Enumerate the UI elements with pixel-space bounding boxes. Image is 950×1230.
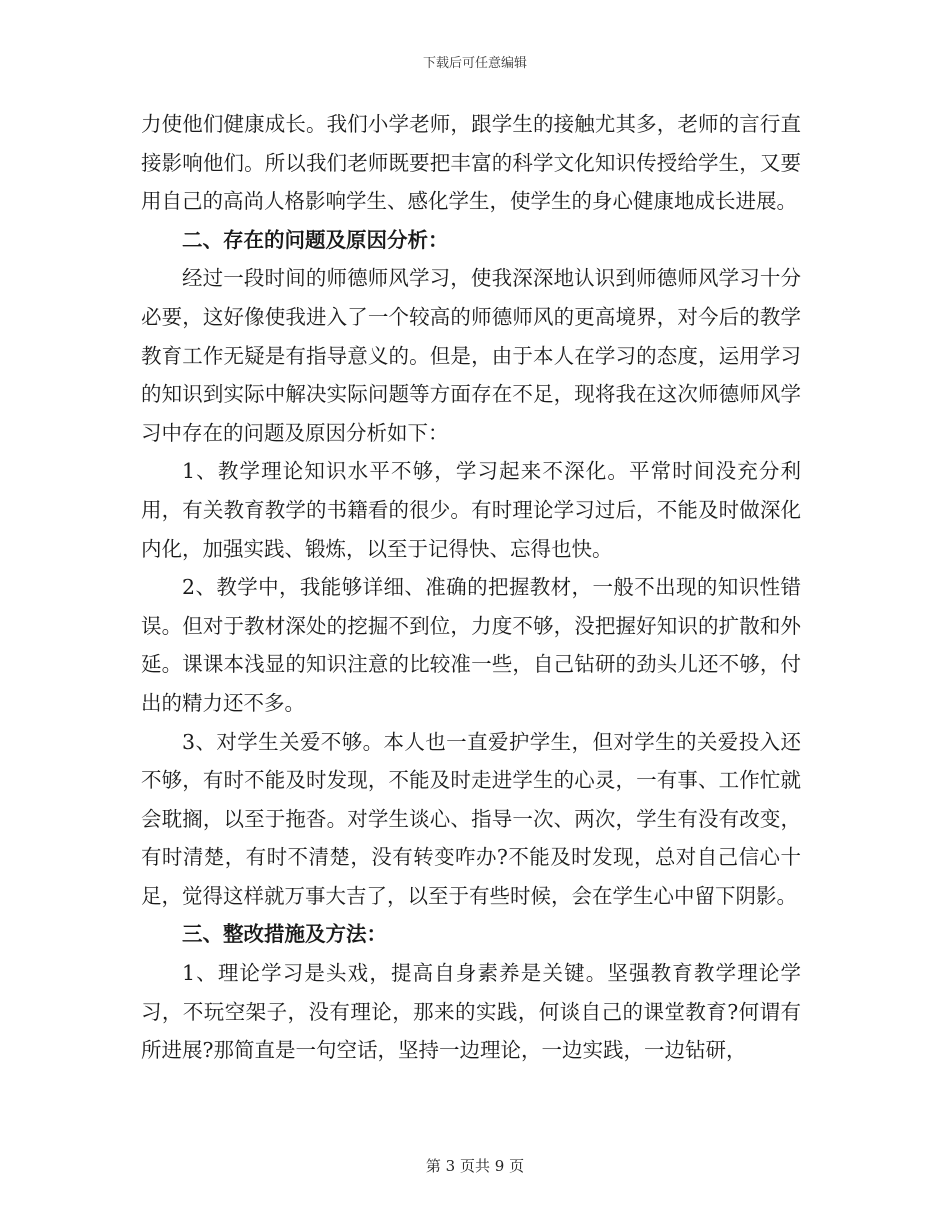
paragraph-measure-1: 1、理论学习是头戏，提高自身素养是关键。坚强教育教学理论学习，不玩空架子，没有理论，那来的实践，何谈自己的课堂教育?何谓有所进展?那简直是一句空话，坚持一边理论，一边实践，一边钻研，	[141, 961, 801, 1063]
paragraph-item-1: 1、教学理论知识水平不够，学习起来不深化。平常时间没充分利用，有关教育教学的书籍看的很少。有时理论学习过后，不能及时做深化内化，加强实践、锻炼，以至于记得快、忘得也快。	[141, 459, 801, 561]
paragraph-item-2: 2、教学中，我能够详细、准确的把握教材，一般不出现的知识性错误。但对于教材深处的挖掘不到位，力度不够，没把握好知识的扩散和外延。课课本浅显的知识注意的比较准一些，自己钻研的劲头儿还不够，付出的精力还不多。	[141, 575, 801, 715]
section-heading-measures: 三、整改措施及方法：	[182, 922, 387, 947]
page-footer: 第 3 页共 9 页	[425, 1157, 525, 1175]
document-body	[141, 105, 801, 1070]
paragraph-item-3: 3、对学生关爱不够。本人也一直爱护学生，但对学生的关爱投入还不够，有时不能及时发现，不能及时走进学生的心灵，一有事、工作忙就会耽搁，以至于拖沓。对学生谈心、指导一次、两次，学生有没有改变，有时清楚，有时不清楚，没有转变咋办?不能及时发现，总对自己信心十足，觉得这样就万事大吉了，以至于有些时候，会在学生心中留下阴影。	[141, 729, 801, 908]
page-header: 下载后可任意编辑	[422, 56, 527, 71]
section-heading-problems: 二、存在的问题及原因分析：	[182, 227, 449, 252]
paragraph-analysis-intro: 经过一段时间的师德师风学习，使我深深地认识到师德师风学习十分必要，这好像使我进入了一个较高的师德师风的更高境界，对今后的教学教育工作无疑是有指导意义的。但是，由于本人在学习的态度，运用学习的知识到实际中解决实际问题等方面存在不足，现将我在这次师德师风学习中存在的问题及原因分析如下：	[141, 266, 801, 445]
paragraph-continuation: 力使他们健康成长。我们小学老师，跟学生的接触尤其多，老师的言行直接影响他们。所以我们老师既要把丰富的科学文化知识传授给学生，又要用自己的高尚人格影响学生、感化学生，使学生的身心健康地成长进展。	[141, 112, 801, 214]
